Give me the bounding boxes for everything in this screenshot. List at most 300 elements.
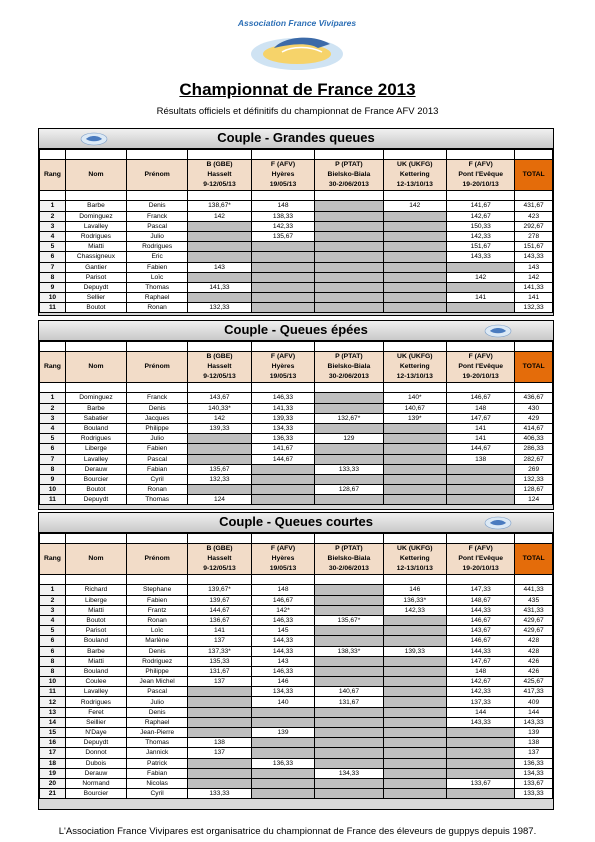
col-header-line: F (AFV) [468,161,493,169]
cell-score-4 [383,221,447,231]
section-grandes-queues [38,128,554,316]
cell-score-2: 139 [251,728,315,738]
cell-score-5: 143,67 [447,626,515,636]
cell-score-4 [383,464,447,474]
cell-score-1: 143 [188,262,252,272]
table-row [40,413,553,423]
cell-rang: 5 [40,434,66,444]
col-header-competition-1 [188,160,252,191]
cell-rang: 1 [40,393,66,403]
cell-score-4 [383,626,447,636]
cell-score-3 [315,293,383,303]
cell-nom: Barbe [65,201,126,211]
cell-score-4 [383,758,447,768]
cell-score-4 [383,282,447,292]
cell-rang: 6 [40,636,66,646]
cell-prenom: Fabian [127,768,188,778]
results-table [39,149,553,313]
cell-score-5 [447,495,515,505]
section-title: Couple - Grandes queues [217,130,375,145]
cell-score-1: 142 [188,211,252,221]
cell-prenom: Pascal [127,221,188,231]
footer-note: L'Association France Vivipares est organisatrice du championnat de France des éleveurs de guppys depuis 1987. [58,826,537,837]
table-row [40,231,553,241]
col-header-line: Bielsko-Biala [327,363,371,371]
cell-score-1 [188,221,252,231]
cell-prenom: Ronan [127,485,188,495]
cell-score-5 [447,485,515,495]
table-row [40,444,553,454]
cell-score-5: 144 [447,707,515,717]
col-header-line: P (PTAT) [335,545,363,553]
table-row [40,252,553,262]
cell-nom: Parisot [65,626,126,636]
cell-score-4 [383,738,447,748]
cell-score-1: 138,67* [188,201,252,211]
cell-nom: Rodrigues [65,697,126,707]
cell-rang: 3 [40,605,66,615]
cell-rang: 14 [40,717,66,727]
col-header-line: 30-2/06/2013 [328,181,369,189]
cell-total: 436,67 [515,393,553,403]
cell-score-4 [383,211,447,221]
col-header-line: Kettering [399,171,430,179]
cell-total: 429,67 [515,626,553,636]
cell-prenom: Thomas [127,282,188,292]
cell-prenom: Ronan [127,615,188,625]
table-row [40,677,553,687]
cell-rang: 3 [40,221,66,231]
cell-score-5: 150,33 [447,221,515,231]
cell-total: 423 [515,211,553,221]
spacer-row [40,383,553,393]
cell-nom: Barbe [65,403,126,413]
cell-score-3 [315,423,383,433]
cell-nom: Feret [65,707,126,717]
cell-score-1 [188,707,252,717]
cell-nom: Bourcier [65,789,126,799]
cell-prenom: Jannick [127,748,188,758]
cell-score-2: 146 [251,677,315,687]
cell-rang: 11 [40,687,66,697]
cell-rang: 11 [40,303,66,313]
cell-score-1: 131,67 [188,666,252,676]
cell-score-2: 144,67 [251,454,315,464]
cell-score-4 [383,789,447,799]
cell-score-5 [447,728,515,738]
cell-score-3 [315,717,383,727]
cell-nom: Lavalley [65,221,126,231]
cell-nom: Richard [65,585,126,595]
table-row [40,789,553,799]
cell-score-3 [315,444,383,454]
cell-score-4 [383,615,447,625]
cell-prenom: Ronan [127,303,188,313]
cell-score-5: 137,33 [447,697,515,707]
col-header-line: Hasselt [207,363,232,371]
cell-score-4 [383,687,447,697]
cell-score-1 [188,252,252,262]
cell-nom: Boutot [65,615,126,625]
cell-score-1: 139,33 [188,423,252,433]
cell-total: 428 [515,636,553,646]
col-header-competition-5 [447,160,515,191]
table-row [40,697,553,707]
cell-score-5 [447,758,515,768]
cell-nom: Liberge [65,444,126,454]
cell-prenom: Denis [127,646,188,656]
cell-total: 136,33 [515,758,553,768]
cell-score-2 [251,495,315,505]
cell-score-2: 141,67 [251,444,315,454]
cell-score-5: 147,67 [447,656,515,666]
col-header-line: 12-13/10/13 [396,181,433,189]
table-row [40,636,553,646]
cell-score-3 [315,778,383,788]
cell-score-4: 136,33* [383,595,447,605]
page-subtitle: Résultats officiels et définitifs du championnat de France AFV 2013 [156,106,439,117]
col-header-competition-2 [251,160,315,191]
cell-score-2: 138,33 [251,211,315,221]
col-header-line: 19/05/13 [269,373,297,381]
cell-total: 139 [515,728,553,738]
col-header-competition-3 [315,160,383,191]
col-header-line: Pont l'Evêque [458,363,503,371]
table-row [40,454,553,464]
col-header-total: TOTAL [515,160,553,191]
cell-prenom: Julio [127,231,188,241]
cell-score-5 [447,789,515,799]
cell-score-4: 142 [383,201,447,211]
col-header-line: Pont l'Evêque [458,171,503,179]
cell-rang: 15 [40,728,66,738]
cell-total: 138 [515,738,553,748]
cell-rang: 6 [40,252,66,262]
cell-prenom: Fabien [127,262,188,272]
cell-rang: 16 [40,738,66,748]
cell-total: 151,67 [515,242,553,252]
cell-score-5: 143,33 [447,717,515,727]
table-header-row [40,352,553,383]
cell-score-2: 135,67 [251,231,315,241]
spacer-row [40,342,553,352]
cell-score-1 [188,444,252,454]
cell-score-5: 142,67 [447,677,515,687]
cell-score-2: 140 [251,697,315,707]
cell-score-1 [188,242,252,252]
cell-score-3: 134,33 [315,768,383,778]
cell-prenom: Philippe [127,423,188,433]
cell-total: 429,67 [515,615,553,625]
cell-score-3 [315,656,383,666]
cell-score-1: 132,33 [188,303,252,313]
cell-score-5: 144,33 [447,605,515,615]
table-row [40,748,553,758]
cell-score-4 [383,252,447,262]
cell-score-3 [315,677,383,687]
cell-total: 144 [515,707,553,717]
cell-nom: Miatti [65,656,126,666]
cell-score-1: 137 [188,636,252,646]
cell-nom: Chassigneux [65,252,126,262]
cell-score-2: 143 [251,656,315,666]
cell-score-2 [251,778,315,788]
table-row [40,666,553,676]
table-row [40,738,553,748]
cell-prenom: Jacques [127,413,188,423]
cell-nom: Boutot [65,485,126,495]
cell-score-3: 132,67* [315,413,383,423]
col-header-competition-4 [383,544,447,575]
cell-score-2: 145 [251,626,315,636]
spacer-row [40,575,553,585]
cell-total: 286,33 [515,444,553,454]
cell-prenom: Cyril [127,789,188,799]
cell-score-2 [251,717,315,727]
cell-rang: 8 [40,656,66,666]
cell-nom: Dominguez [65,393,126,403]
cell-nom: Sellier [65,293,126,303]
cell-rang: 2 [40,211,66,221]
cell-prenom: Denis [127,201,188,211]
cell-score-3 [315,636,383,646]
cell-total: 132,33 [515,303,553,313]
col-header-line: 12-13/10/13 [396,373,433,381]
table-row [40,201,553,211]
cell-nom: Barbe [65,646,126,656]
results-table [39,341,553,505]
cell-score-3 [315,272,383,282]
table-row [40,485,553,495]
cell-score-5: 148 [447,666,515,676]
table-row [40,707,553,717]
cell-score-1 [188,758,252,768]
cell-prenom: Julio [127,434,188,444]
col-header-competition-2 [251,544,315,575]
cell-score-5: 138 [447,454,515,464]
cell-score-5: 148 [447,403,515,413]
cell-score-4 [383,666,447,676]
cell-score-1: 137,33* [188,646,252,656]
cell-score-1: 136,67 [188,615,252,625]
cell-nom: Dubois [65,758,126,768]
col-header-line: Hasselt [207,171,232,179]
cell-score-3: 138,33* [315,646,383,656]
table-row [40,221,553,231]
col-header-competition-2 [251,352,315,383]
cell-prenom: Franck [127,393,188,403]
cell-total: 435 [515,595,553,605]
cell-score-3 [315,282,383,292]
section-title: Couple - Queues courtes [219,514,373,529]
table-row [40,403,553,413]
cell-score-2 [251,485,315,495]
cell-score-1: 141 [188,626,252,636]
cell-score-5 [447,282,515,292]
cell-total: 143 [515,262,553,272]
spacer-row [40,191,553,201]
cell-score-1 [188,687,252,697]
cell-rang: 4 [40,615,66,625]
cell-nom: Derauw [65,464,126,474]
table-row [40,293,553,303]
cell-prenom: Loïc [127,272,188,282]
cell-prenom: Jean Michel [127,677,188,687]
cell-nom: Bourcier [65,474,126,484]
cell-score-5 [447,303,515,313]
cell-score-4 [383,423,447,433]
cell-score-4 [383,748,447,758]
cell-score-4 [383,707,447,717]
table-row [40,242,553,252]
cell-score-2 [251,252,315,262]
cell-rang: 12 [40,697,66,707]
cell-prenom: Denis [127,403,188,413]
cell-total: 429 [515,413,553,423]
cell-rang: 20 [40,778,66,788]
cell-score-1: 144,67 [188,605,252,615]
cell-score-4: 146 [383,585,447,595]
cell-score-1: 132,33 [188,474,252,484]
cell-score-3: 140,67 [315,687,383,697]
cell-rang: 11 [40,495,66,505]
cell-score-4: 140* [383,393,447,403]
cell-score-3 [315,595,383,605]
logo-text: Association France Vivipares [237,18,357,28]
cell-rang: 3 [40,413,66,423]
cell-score-3 [315,738,383,748]
cell-score-5: 142,33 [447,231,515,241]
cell-score-3 [315,474,383,484]
cell-total: 414,67 [515,423,553,433]
cell-score-1 [188,485,252,495]
cell-score-2 [251,242,315,252]
cell-score-4 [383,728,447,738]
cell-rang: 9 [40,474,66,484]
cell-prenom: Philippe [127,666,188,676]
cell-nom: Dominguez [65,211,126,221]
col-header-line: Hasselt [207,555,232,563]
cell-score-3: 135,67* [315,615,383,625]
cell-score-2 [251,748,315,758]
cell-prenom: Patrick [127,758,188,768]
col-header-line: 19/05/13 [269,181,297,189]
cell-prenom: Pascal [127,687,188,697]
col-header-line: B (GBE) [206,353,233,361]
cell-score-5: 141 [447,434,515,444]
col-header-rang: Rang [40,544,66,575]
cell-rang: 7 [40,454,66,464]
cell-score-2 [251,707,315,717]
cell-total: 417,33 [515,687,553,697]
cell-rang: 1 [40,585,66,595]
cell-score-1 [188,697,252,707]
cell-score-5: 141 [447,423,515,433]
col-header-total: TOTAL [515,352,553,383]
col-header-competition-3 [315,352,383,383]
cell-score-5: 146,67 [447,615,515,625]
cell-rang: 2 [40,403,66,413]
cell-score-2 [251,293,315,303]
cell-nom: Depuydt [65,738,126,748]
cell-total: 141,33 [515,282,553,292]
cell-score-2 [251,262,315,272]
cell-score-2: 146,33 [251,666,315,676]
cell-score-5: 143,33 [447,252,515,262]
cell-score-1: 142 [188,413,252,423]
cell-prenom: Fabien [127,444,188,454]
col-header-line: P (PTAT) [335,161,363,169]
col-header-competition-4 [383,352,447,383]
table-row [40,778,553,788]
cell-score-5: 142,67 [447,211,515,221]
table-row [40,768,553,778]
cell-total: 441,33 [515,585,553,595]
col-header-line: Kettering [399,363,430,371]
cell-prenom: Franck [127,211,188,221]
cell-score-4 [383,717,447,727]
cell-nom: Bouland [65,666,126,676]
cell-score-4 [383,262,447,272]
col-header-line: F (AFV) [468,353,493,361]
col-header-line: 19-20/10/13 [462,565,499,573]
cell-score-2 [251,789,315,799]
table-row [40,272,553,282]
table-row [40,626,553,636]
cell-nom: Derauw [65,768,126,778]
cell-score-1 [188,293,252,303]
col-header-line: P (PTAT) [335,353,363,361]
cell-score-4 [383,697,447,707]
cell-nom: Donnot [65,748,126,758]
cell-prenom: Fabian [127,464,188,474]
cell-score-4 [383,778,447,788]
table-header-row [40,544,553,575]
col-header-prenom: Prénom [127,160,188,191]
cell-score-5: 144,67 [447,444,515,454]
cell-nom: Lavalley [65,687,126,697]
cell-score-4 [383,231,447,241]
cell-score-2: 141,33 [251,403,315,413]
cell-score-2: 148 [251,585,315,595]
cell-score-3 [315,303,383,313]
section-title-bar [39,321,553,341]
spacer-row [40,534,553,544]
cell-score-3 [315,758,383,768]
col-header-line: F (AFV) [270,545,296,553]
cell-score-5: 133,67 [447,778,515,788]
cell-rang: 10 [40,293,66,303]
cell-rang: 10 [40,485,66,495]
cell-rang: 18 [40,758,66,768]
cell-score-1: 140,33* [188,403,252,413]
cell-score-5 [447,474,515,484]
col-header-nom: Nom [65,544,126,575]
cell-total: 134,33 [515,768,553,778]
table-row [40,211,553,221]
col-header-line: 12-13/10/13 [396,565,433,573]
cell-score-3 [315,231,383,241]
cell-score-3: 133,33 [315,464,383,474]
col-header-prenom: Prénom [127,352,188,383]
col-header-line: B (GBE) [206,161,233,169]
cell-score-1 [188,434,252,444]
cell-score-4: 139,33 [383,646,447,656]
cell-nom: Miatti [65,242,126,252]
cell-score-4: 139* [383,413,447,423]
col-header-nom: Nom [65,160,126,191]
cell-score-5: 141 [447,293,515,303]
